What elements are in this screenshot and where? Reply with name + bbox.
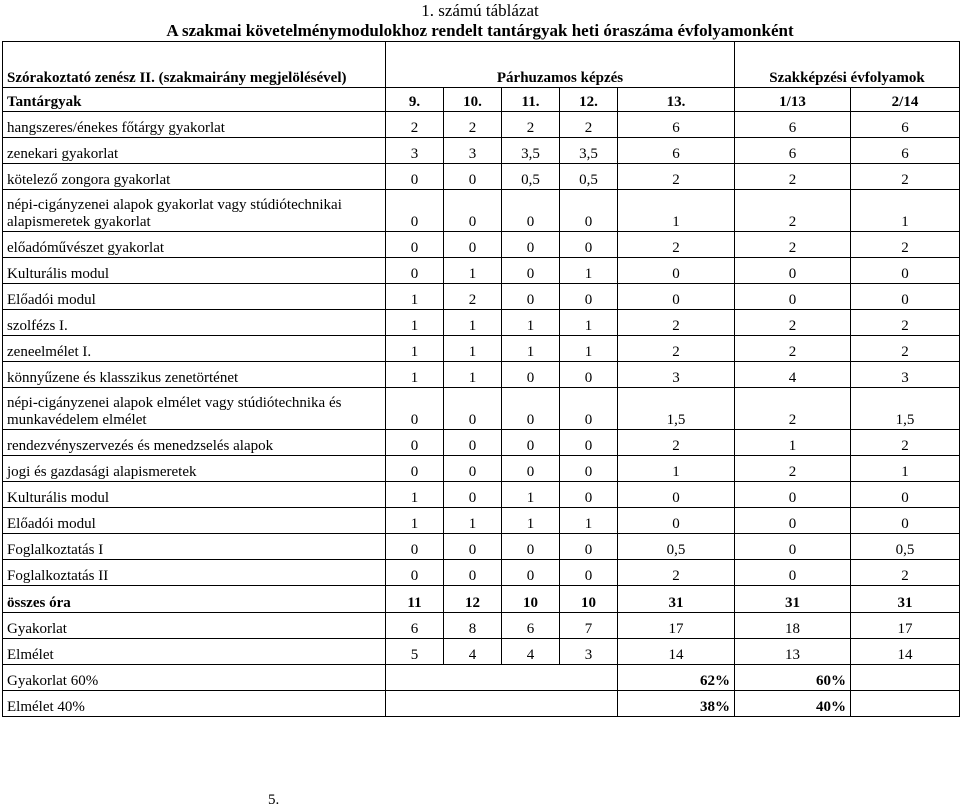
hours-cell: 2 — [618, 430, 735, 456]
hours-cell: 0 — [444, 232, 502, 258]
hours-cell: 13 — [735, 639, 851, 665]
year-header: 10. — [444, 88, 502, 112]
hours-cell: 6 — [386, 613, 444, 639]
hours-cell: 0 — [502, 284, 560, 310]
hours-cell: 1 — [502, 336, 560, 362]
hours-cell: 2 — [444, 284, 502, 310]
hours-cell: 0 — [560, 534, 618, 560]
hours-cell: 2 — [851, 164, 960, 190]
hours-cell: 6 — [851, 138, 960, 164]
hours-cell: 0 — [502, 232, 560, 258]
hours-cell: 0 — [386, 258, 444, 284]
hours-cell: 4 — [502, 639, 560, 665]
hours-cell: 17 — [618, 613, 735, 639]
year-header-row — [3, 88, 960, 112]
hours-cell: 2 — [735, 388, 851, 430]
hours-cell: 1 — [618, 456, 735, 482]
hours-cell: 2 — [735, 164, 851, 190]
hours-cell: 3 — [386, 138, 444, 164]
hours-cell: 0 — [735, 258, 851, 284]
hours-cell: 2 — [618, 336, 735, 362]
hours-cell: 0 — [386, 164, 444, 190]
table-row — [3, 138, 960, 164]
table-row — [3, 534, 960, 560]
hours-cell: 1 — [560, 258, 618, 284]
hours-cell: 1 — [444, 336, 502, 362]
hours-cell: 6 — [735, 112, 851, 138]
hours-cell: 3 — [618, 362, 735, 388]
hours-cell: 14 — [851, 639, 960, 665]
hours-cell: 1 — [386, 362, 444, 388]
subject-name: Gyakorlat 60% — [3, 665, 386, 691]
hours-cell: 1 — [386, 284, 444, 310]
hours-cell: 3,5 — [502, 138, 560, 164]
hours-cell: 0 — [851, 284, 960, 310]
subject-name: zeneelmélet I. — [3, 336, 386, 362]
year-header: 11. — [502, 88, 560, 112]
hours-cell: 0 — [851, 508, 960, 534]
hours-cell: 1 — [560, 336, 618, 362]
hours-cell: 0 — [560, 388, 618, 430]
hours-cell: 4 — [735, 362, 851, 388]
subject-name: Elmélet 40% — [3, 691, 386, 717]
percent-cell: 60% — [735, 665, 851, 691]
subject-name: népi-cigányzenei alapok elmélet vagy stúdiótechnika és munkavédelem elmélet — [3, 388, 386, 430]
table-header-row — [3, 42, 960, 88]
hours-cell: 17 — [851, 613, 960, 639]
table-row — [3, 336, 960, 362]
hours-cell: 0 — [502, 258, 560, 284]
hours-cell: 0 — [386, 560, 444, 586]
year-header: 1/13 — [735, 88, 851, 112]
hours-cell: 8 — [444, 613, 502, 639]
hours-cell: 0 — [386, 190, 444, 232]
table-row — [3, 164, 960, 190]
subject-name: rendezvényszervezés és menedzselés alapok — [3, 430, 386, 456]
hours-cell: 0 — [502, 362, 560, 388]
subject-name: zenekari gyakorlat — [3, 138, 386, 164]
subject-name: Kulturális modul — [3, 258, 386, 284]
hours-cell: 11 — [386, 586, 444, 613]
table-row — [3, 560, 960, 586]
hours-cell: 2 — [851, 430, 960, 456]
hours-cell: 0 — [735, 534, 851, 560]
hours-cell: 1 — [735, 430, 851, 456]
hours-cell: 3,5 — [560, 138, 618, 164]
hours-cell: 31 — [735, 586, 851, 613]
year-header: 2/14 — [851, 88, 960, 112]
hours-cell: 1 — [560, 508, 618, 534]
hours-cell: 0 — [560, 284, 618, 310]
hours-cell: 0 — [560, 482, 618, 508]
hours-cell: 6 — [618, 112, 735, 138]
hours-cell: 2 — [851, 310, 960, 336]
vocational-years-header: Szakképzési évfolyamok — [735, 42, 960, 88]
hours-table — [2, 41, 960, 717]
table-row — [3, 613, 960, 639]
hours-cell: 0 — [386, 534, 444, 560]
table-row — [3, 112, 960, 138]
year-header: 9. — [386, 88, 444, 112]
hours-cell: 0 — [735, 508, 851, 534]
subject-name: Előadói modul — [3, 284, 386, 310]
hours-cell: 10 — [502, 586, 560, 613]
hours-cell: 2 — [735, 310, 851, 336]
hours-cell: 0 — [502, 456, 560, 482]
hours-cell: 2 — [444, 112, 502, 138]
hours-cell: 2 — [502, 112, 560, 138]
page-number: 5. — [268, 792, 280, 808]
subject-name: Foglalkoztatás II — [3, 560, 386, 586]
hours-cell: 0 — [444, 482, 502, 508]
hours-cell: 2 — [735, 336, 851, 362]
hours-cell: 1 — [502, 310, 560, 336]
hours-cell: 1 — [560, 310, 618, 336]
hours-cell: 0 — [502, 560, 560, 586]
hours-cell: 0 — [502, 388, 560, 430]
subject-name: könnyűzene és klasszikus zenetörténet — [3, 362, 386, 388]
hours-cell: 1 — [851, 456, 960, 482]
table-row — [3, 232, 960, 258]
year-header: 12. — [560, 88, 618, 112]
table-row — [3, 310, 960, 336]
hours-cell: 0 — [386, 456, 444, 482]
hours-cell: 0 — [444, 456, 502, 482]
hours-cell: 0 — [386, 430, 444, 456]
table-title: A szakmai követelménymodulokhoz rendelt tantárgyak heti óraszáma évfolyamonként — [166, 21, 794, 40]
hours-cell: 0 — [618, 284, 735, 310]
hours-cell: 2 — [851, 232, 960, 258]
hours-cell: 2 — [735, 232, 851, 258]
hours-cell: 2 — [618, 164, 735, 190]
hours-cell: 1 — [444, 362, 502, 388]
hours-cell: 0 — [502, 430, 560, 456]
hours-cell: 0 — [735, 560, 851, 586]
hours-cell: 3 — [560, 639, 618, 665]
hours-cell: 12 — [444, 586, 502, 613]
percent-cell: 40% — [735, 691, 851, 717]
hours-cell: 0 — [502, 534, 560, 560]
hours-cell: 1 — [386, 336, 444, 362]
subject-name: Gyakorlat — [3, 613, 386, 639]
hours-cell: 0 — [560, 430, 618, 456]
hours-cell: 2 — [618, 560, 735, 586]
table-row — [3, 388, 960, 430]
hours-cell: 0 — [618, 258, 735, 284]
hours-cell: 0,5 — [502, 164, 560, 190]
hours-cell: 0 — [444, 388, 502, 430]
parallel-training-header: Párhuzamos képzés — [386, 42, 735, 88]
subject-name: Elmélet — [3, 639, 386, 665]
table-row — [3, 456, 960, 482]
hours-cell: 31 — [851, 586, 960, 613]
subject-name: szolfézs I. — [3, 310, 386, 336]
hours-cell: 2 — [560, 112, 618, 138]
hours-cell: 0 — [444, 430, 502, 456]
table-row — [3, 258, 960, 284]
hours-cell: 0 — [560, 560, 618, 586]
subject-name: összes óra — [3, 586, 386, 613]
hours-cell: 0 — [502, 190, 560, 232]
hours-cell: 0 — [386, 388, 444, 430]
table-row — [3, 508, 960, 534]
hours-cell: 7 — [560, 613, 618, 639]
hours-cell: 0,5 — [618, 534, 735, 560]
hours-cell: 0 — [618, 508, 735, 534]
hours-cell: 6 — [502, 613, 560, 639]
hours-cell: 5 — [386, 639, 444, 665]
hours-cell: 2 — [735, 456, 851, 482]
table-row — [3, 482, 960, 508]
hours-cell: 18 — [735, 613, 851, 639]
hours-cell: 2 — [386, 112, 444, 138]
hours-cell: 6 — [735, 138, 851, 164]
table-row — [3, 430, 960, 456]
hours-cell: 6 — [618, 138, 735, 164]
hours-cell: 31 — [618, 586, 735, 613]
table-row — [3, 190, 960, 232]
percentage-row — [3, 665, 960, 691]
hours-cell: 1 — [444, 310, 502, 336]
hours-cell: 0 — [386, 232, 444, 258]
hours-cell: 0 — [560, 232, 618, 258]
hours-cell: 6 — [851, 112, 960, 138]
hours-cell: 0,5 — [851, 534, 960, 560]
hours-cell: 0 — [735, 482, 851, 508]
subject-name: előadóművészet gyakorlat — [3, 232, 386, 258]
percent-cell: 38% — [618, 691, 735, 717]
hours-cell: 0 — [851, 258, 960, 284]
hours-cell: 0,5 — [560, 164, 618, 190]
hours-cell: 2 — [618, 310, 735, 336]
hours-cell: 1 — [851, 190, 960, 232]
year-header: 13. — [618, 88, 735, 112]
hours-cell: 1 — [386, 482, 444, 508]
hours-cell: 1 — [444, 508, 502, 534]
hours-cell: 2 — [851, 560, 960, 586]
subject-name: jogi és gazdasági alapismeretek — [3, 456, 386, 482]
percent-cell: 62% — [618, 665, 735, 691]
hours-cell: 1 — [502, 508, 560, 534]
hours-cell: 1 — [618, 190, 735, 232]
program-title: Szórakoztató zenész II. (szakmairány megjelölésével) — [3, 42, 386, 88]
subject-name: Előadói modul — [3, 508, 386, 534]
hours-cell: 1 — [444, 258, 502, 284]
hours-cell: 2 — [851, 336, 960, 362]
empty-cell — [386, 665, 618, 691]
table-number-caption: 1. számú táblázat — [421, 1, 539, 20]
hours-cell: 1,5 — [618, 388, 735, 430]
hours-cell: 0 — [560, 190, 618, 232]
hours-cell: 0 — [560, 456, 618, 482]
hours-cell: 2 — [735, 190, 851, 232]
table-row — [3, 639, 960, 665]
hours-cell: 3 — [851, 362, 960, 388]
table-row — [3, 284, 960, 310]
hours-cell: 0 — [618, 482, 735, 508]
hours-cell: 1 — [502, 482, 560, 508]
empty-cell — [851, 665, 960, 691]
subjects-header: Tantárgyak — [3, 88, 386, 112]
empty-cell — [851, 691, 960, 717]
table-row — [3, 586, 960, 613]
hours-cell: 0 — [444, 560, 502, 586]
hours-cell: 1 — [386, 508, 444, 534]
hours-cell: 0 — [444, 164, 502, 190]
hours-cell: 0 — [735, 284, 851, 310]
hours-cell: 0 — [560, 362, 618, 388]
subject-name: Kulturális modul — [3, 482, 386, 508]
subject-name: Foglalkoztatás I — [3, 534, 386, 560]
hours-cell: 0 — [444, 190, 502, 232]
hours-cell: 2 — [618, 232, 735, 258]
hours-cell: 0 — [851, 482, 960, 508]
subject-name: kötelező zongora gyakorlat — [3, 164, 386, 190]
hours-cell: 14 — [618, 639, 735, 665]
subject-name: népi-cigányzenei alapok gyakorlat vagy stúdiótechnikai alapismeretek gyakorlat — [3, 190, 386, 232]
hours-cell: 10 — [560, 586, 618, 613]
hours-cell: 3 — [444, 138, 502, 164]
hours-cell: 0 — [444, 534, 502, 560]
subject-name: hangszeres/énekes főtárgy gyakorlat — [3, 112, 386, 138]
hours-cell: 1 — [386, 310, 444, 336]
table-row — [3, 362, 960, 388]
percentage-row — [3, 691, 960, 717]
empty-cell — [386, 691, 618, 717]
hours-cell: 4 — [444, 639, 502, 665]
hours-cell: 1,5 — [851, 388, 960, 430]
